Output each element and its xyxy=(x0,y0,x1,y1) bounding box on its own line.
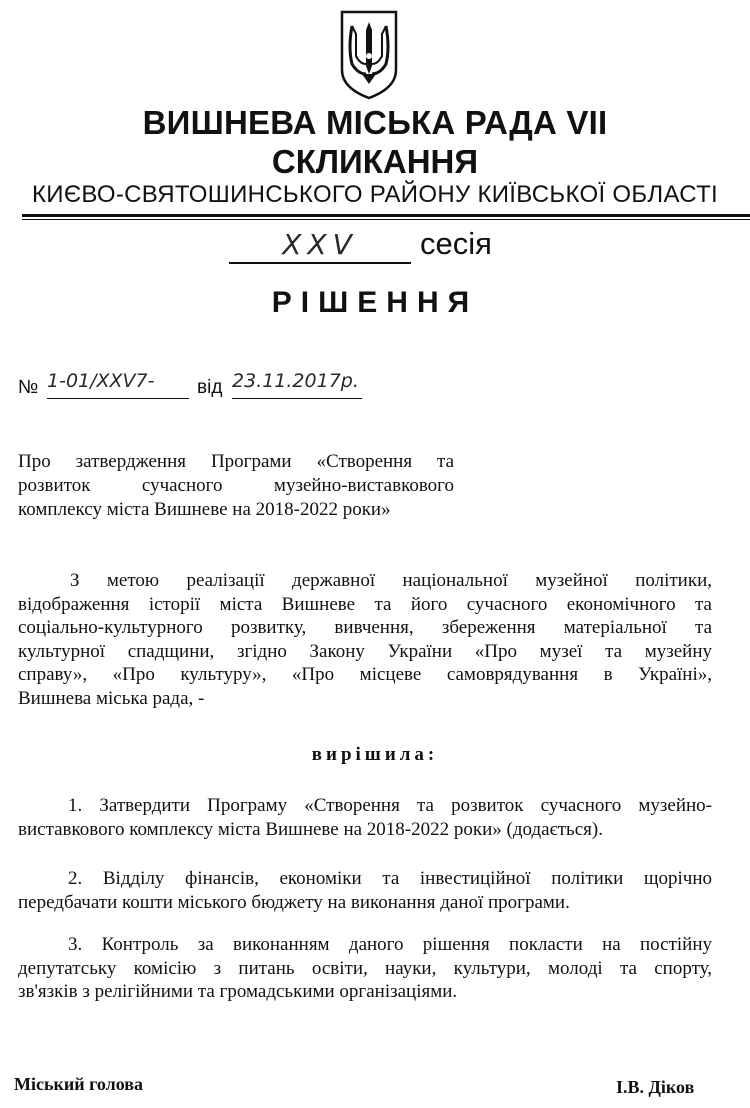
district-line: КИЄВО-СВЯТОШИНСЬКОГО РАЙОНУ КИЇВСЬКОЇ ОБЛАСТІ xyxy=(32,181,718,208)
number-underline xyxy=(47,398,189,399)
decision-number: 1-01/XXV7- xyxy=(47,370,155,392)
preamble-line: відображення історії міста Вишневе та його сучасного економічного та xyxy=(18,593,712,615)
item-line: виставкового комплексу міста Вишневе на 2018-2022 роки» (додається). xyxy=(18,818,603,840)
session-underline xyxy=(229,262,411,264)
number-label: № xyxy=(18,377,39,398)
preamble-line: культурної спадщини, згідно Закону України «Про музеї та музейну xyxy=(18,640,712,662)
header-divider-thick xyxy=(22,214,750,217)
session-label: сесія xyxy=(420,226,492,261)
subject-line: комплексу міста Вишневе на 2018-2022 роки» xyxy=(18,499,391,520)
item-line: 2. Відділу фінансів, економіки та інвестиційної політики щорічно xyxy=(68,868,712,889)
preamble-line: справу», «Про культуру», «Про місцеве самоврядування в Україні», xyxy=(18,664,712,685)
item-line: 3. Контроль за виконанням даного рішення покласти на постійну xyxy=(68,934,712,955)
resolved-heading: вирішила: xyxy=(311,744,439,765)
item-line: депутатську комісію з питань освіти, науки, культури, молоді та спорту, xyxy=(18,957,712,979)
council-title-line2: СКЛИКАННЯ xyxy=(271,143,479,180)
coat-of-arms-icon xyxy=(338,8,400,100)
session-number: XXV xyxy=(282,228,358,261)
header-divider-thin xyxy=(22,219,750,220)
document-type: РІШЕННЯ xyxy=(271,286,479,319)
resolution-item-1 xyxy=(18,794,712,841)
subject-line: Про затвердження Програми «Створення та xyxy=(18,451,454,472)
signatory-title: Міський голова xyxy=(14,1074,143,1094)
decision-subject xyxy=(18,450,454,522)
subject-line: розвиток сучасного музейно-виставкового xyxy=(18,475,454,496)
date-label: від xyxy=(197,377,223,398)
item-line: зв'язків з релігійними та громадськими організаціями. xyxy=(18,981,458,1002)
preamble-paragraph xyxy=(18,569,712,710)
item-line: передбачати кошти міського бюджету на виконання даної програми. xyxy=(18,891,570,913)
preamble-line: З метою реалізації державної національної музейної політики, xyxy=(70,570,712,591)
resolution-item-2 xyxy=(18,867,712,914)
preamble-line: Вишнева міська рада, - xyxy=(18,687,205,709)
decision-date: 23.11.2017р. xyxy=(232,370,359,392)
council-title-line1: ВИШНЕВА МІСЬКА РАДА VII xyxy=(142,104,608,141)
signatory-name: І.В. Діков xyxy=(616,1077,695,1097)
item-line: 1. Затвердити Програму «Створення та розвиток сучасного музейно- xyxy=(68,795,712,816)
preamble-line: соціально-культурного розвитку, вивчення, збереження матеріальної та xyxy=(18,617,712,638)
date-underline xyxy=(232,398,362,399)
resolution-item-3 xyxy=(18,933,712,1004)
